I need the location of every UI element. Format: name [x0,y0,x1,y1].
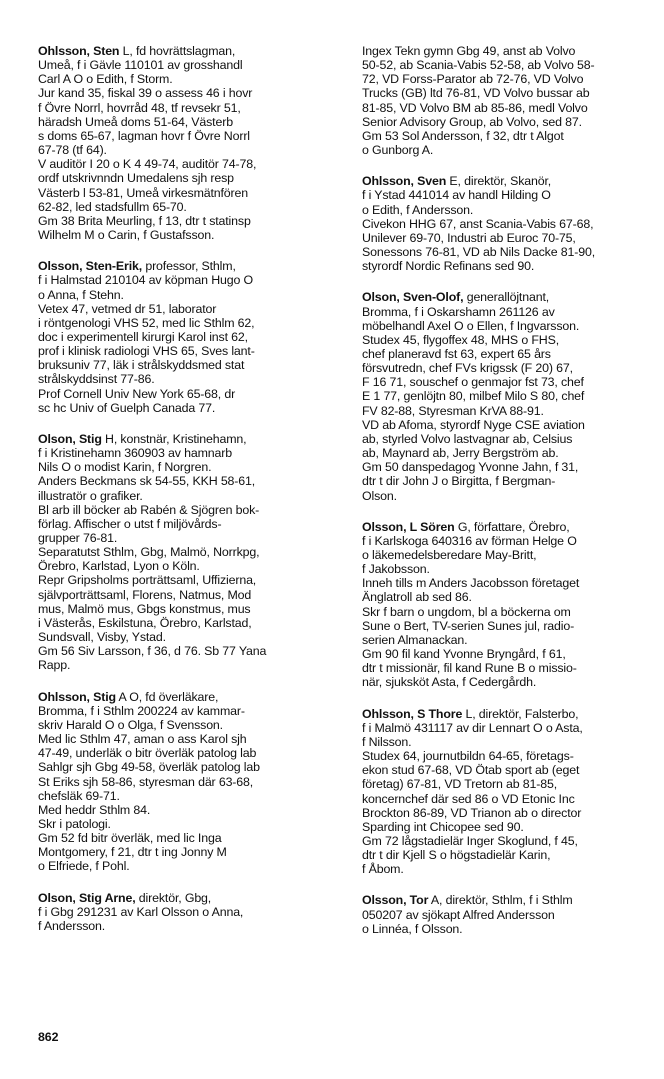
entry-line [38,760,330,774]
entry-text: Anders Beckmans sk 54-55, KKH 58-61, [38,474,256,489]
entry-line [38,316,330,330]
biography-entry [38,259,330,415]
entry-line [38,658,330,672]
entry-line [38,803,330,817]
entry-line [38,503,330,517]
entry-line [38,817,330,831]
entry-line [38,171,330,185]
entry-text: när, sjuksköt Asta, f Cedergårdh. [362,675,537,690]
entry-text: Gm 50 danspedagog Yvonne Jahn, f 31, [362,460,579,475]
entry-line [362,72,654,86]
entry-text: direktör, Gbg, [135,890,212,905]
entry-line [38,845,330,859]
entry-line [362,735,654,749]
entry-line [362,848,654,862]
entry-line [38,228,330,242]
entry-text: häradsh Umeå doms 51-64, Västerb [38,114,233,129]
entry-text: Studex 45, flygoffex 48, MHS o FHS, [362,332,559,347]
entry-text: FV 82-88, Styresman KrVA 88-91. [362,403,544,418]
entry-text: s doms 65-67, lagman hovr f Övre Norrl [38,128,250,143]
entry-text: i röntgenologi VHS 52, med lic Sthlm 62, [38,315,255,330]
entry-text: f Nilsson. [362,734,412,749]
entry-text: E, direktör, Skanör, [446,174,552,189]
entry-line [362,86,654,100]
entry-text: Bromma, f i Sthlm 200224 av kammar- [38,703,245,718]
entry-name: Olson, Stig Arne, [38,890,136,905]
entry-text: Med heddr Sthlm 84. [38,802,151,817]
entry-name: Olson, Stig [38,431,102,446]
entry-text: Studex 64, journutbildn 64-65, företags- [362,749,574,764]
entry-text: prof i klinisk radiologi VHS 65, Sves lant- [38,344,255,359]
entry-text: Brockton 86-89, VD Trianon ab o director [362,805,582,820]
entry-text: grupper 76-81. [38,531,118,545]
entry-text: 47-49, underläk o bitr överläk patolog lab [38,746,257,761]
entry-line [38,101,330,115]
entry-line [38,460,330,474]
entry-text: förlag. Affischer o utst f miljövårds- [38,516,222,531]
biography-entry [38,891,330,933]
entry-line [38,474,330,488]
entry-first-line [362,707,654,721]
entry-text: Umeå, f i Gävle 110101 av grosshandl [38,58,243,73]
entry-text: Nils O o modist Karin, f Norgren. [38,460,212,475]
entry-text: mus, Malmö mus, Gbgs konstmus, mus [38,601,251,616]
entry-text: Bromma, f i Oskarshamn 261126 av [362,304,555,319]
entry-line [362,347,654,361]
entry-text: Montgomery, f 21, dtr t ing Jonny M [38,845,227,860]
entry-line [362,562,654,576]
biography-entry [362,174,654,273]
entry-text: ab, Maynard ab, Jerry Bergström ab. [362,446,559,461]
entry-line [38,616,330,630]
entry-line [38,302,330,316]
entry-text: sc hc Univ of Guelph Canada 77. [38,400,216,415]
entry-line [362,647,654,661]
entry-text: Örebro, Karlstad, Lyon o Köln. [38,559,200,574]
entry-text: VD ab Afoma, styrordf Nyge CSE aviation [362,417,585,432]
entry-text: Bl arb ill böcker ab Rabén & Sjögren bok- [38,502,260,517]
entry-line [38,545,330,559]
entry-text: Prof Cornell Univ New York 65-68, dr [38,386,236,401]
entry-text: Jur kand 35, fiskal 39 o assess 46 i hovr [38,86,253,101]
entry-text: illustratör o grafiker. [38,488,143,503]
entry-line [38,157,330,171]
entry-line [362,361,654,375]
entry-text: Inneh tills m Anders Jacobsson företaget [362,576,580,591]
entry-line [38,732,330,746]
entry-line [362,820,654,834]
entry-text: o läkemedelsberedare May-Britt, [362,548,537,562]
entry-line [362,217,654,231]
entry-line [38,288,330,302]
entry-line [362,489,654,503]
biography-entry [38,44,330,242]
entry-line [362,418,654,432]
entry-line [362,115,654,129]
entry-text: L, fd hovrättslagman, [119,44,236,58]
entry-line [362,305,654,319]
entry-text: serien Almanackan. [362,632,468,647]
entry-text: Carl A O o Edith, f Storm. [38,72,173,87]
entry-first-line [362,290,654,304]
entry-text: Med lic Sthlm 47, aman o ass Karol sjh [38,732,247,747]
entry-line [38,602,330,616]
entry-line [362,245,654,259]
entry-text: Separatutst Sthlm, Gbg, Malmö, Norrkpg, [38,545,260,560]
entry-text: Sahlgr sjh Gbg 49-58, överläk patolog lab [38,760,260,775]
entry-text: F 16 71, souschef o genmajor fst 73, chef [362,375,584,390]
entry-text: ekon stud 67-68, VD Ötab sport ab (eget [362,763,580,778]
entry-text: ordf utskrivnndn Umedalens sjh resp [38,171,234,186]
biography-entry [362,893,654,935]
entry-text: 67-78 (tf 64). [38,143,107,158]
entry-line [38,775,330,789]
entry-line [38,905,330,919]
entry-text: V auditör I 20 o K 4 49-74, auditör 74-78, [38,157,257,172]
entry-line [38,831,330,845]
entry-line [38,588,330,602]
entry-text: självporträttsaml, Florens, Natmus, Mod [38,587,252,602]
entry-line [38,72,330,86]
entry-text: Änglatroll ab sed 86. [362,590,472,605]
entry-line [362,619,654,633]
entry-text: försvutredn, chef FVs krigssk (F 20) 67, [362,361,573,376]
entry-line [38,273,330,287]
entry-first-line [362,44,654,58]
entry-name: Olson, Sven-Olof, [362,290,464,305]
entry-line [38,115,330,129]
entry-line [362,231,654,245]
entry-line [38,644,330,658]
entry-text: 62-82, led stadsfullm 65-70. [38,199,187,214]
entry-line [362,375,654,389]
entry-text: Gm 53 Sol Andersson, f 32, dtr t Algot [362,128,564,143]
entry-line [362,58,654,72]
entry-line [38,559,330,573]
entry-line [38,718,330,732]
entry-text: Trucks (GB) ltd 76-81, VD Volvo bussar ab [362,86,590,101]
entry-line [362,259,654,273]
entry-line [38,859,330,873]
entry-name: Olsson, L Sören [362,519,455,534]
biography-entry [38,432,330,673]
entry-text: styrordf Nordic Refinans sed 90. [362,259,535,274]
entry-text: f i Gbg 291231 av Karl Olsson o Anna, [38,904,244,919]
entry-text: Ingex Tekn gymn Gbg 49, anst ab Volvo [362,44,576,58]
entry-text: G, författare, Örebro, [454,519,570,534]
entry-first-line [38,690,330,704]
entry-text: strålskyddsinst 77-86. [38,372,155,387]
entry-line [362,129,654,143]
entry-text: Gm 52 fd bitr överläk, med lic Inga [38,831,222,846]
entry-line [38,129,330,143]
entry-text: Sune o Bert, TV-serien Sunes jul, radio- [362,618,575,633]
entry-text: dtr t dir Kjell S o högstadielär Karin, [362,848,551,863]
right-column [362,44,654,953]
entry-line [362,806,654,820]
entry-line [38,704,330,718]
entry-line [362,404,654,418]
entry-text: f Jakobsson. [362,562,430,577]
entry-line [38,517,330,531]
entry-text: 72, VD Forss-Parator ab 72-76, VD Volvo [362,72,584,87]
entry-first-line [362,893,654,907]
entry-text: A, direktör, Sthlm, f i Sthlm [428,893,573,908]
entry-line [362,474,654,488]
entry-first-line [362,174,654,188]
entry-text: Gm 90 fil kand Yvonne Bryngård, f 61, [362,647,566,662]
entry-line [362,446,654,460]
entry-text: skriv Harald O o Olga, f Svensson. [38,717,223,732]
entry-text: Sparding int Chicopee sed 90. [362,819,524,834]
entry-line [362,605,654,619]
entry-line [362,188,654,202]
page-number: 862 [38,1030,59,1044]
entry-line [38,143,330,157]
entry-text: Gm 38 Brita Meurling, f 13, dtr t statinsp [38,213,251,228]
entry-text: koncernchef där sed 86 o VD Etonic Inc [362,791,575,806]
entry-line [38,746,330,760]
entry-line [38,214,330,228]
entry-line [362,143,654,157]
biography-entry [362,707,654,877]
entry-line [38,387,330,401]
entry-line [38,573,330,587]
entry-text: Wilhelm M o Carin, f Gustafsson. [38,228,215,243]
entry-line [38,919,330,933]
entry-text: Unilever 69-70, Industri ab Euroc 70-75, [362,230,576,245]
entry-text: Senior Advisory Group, ab Volvo, sed 87. [362,114,582,129]
biography-entry [362,520,654,690]
entry-line [362,319,654,333]
entry-line [362,633,654,647]
entry-line [362,777,654,791]
entry-text: bruksuniv 77, läk i strålskyddsmed stat [38,358,245,373]
entry-text: Skr f barn o ungdom, bl a böckerna om [362,604,571,619]
entry-text: H, konstnär, Kristinehamn, [101,431,247,446]
entry-text: Västerb l 53-81, Umeå virkesmätnfören [38,185,249,200]
entry-text: o Elfriede, f Pohl. [38,859,130,874]
entry-text: o Anna, f Stehn. [38,287,124,302]
entry-line [38,630,330,644]
entry-line [362,792,654,806]
entry-line [362,661,654,675]
entry-line [362,203,654,217]
entry-line [362,749,654,763]
biography-entry [362,290,654,502]
entry-text: o Gunborg A. [362,143,434,158]
entry-text: f Andersson. [38,918,106,933]
entry-line [362,460,654,474]
entry-name: Ohlsson, Sten [38,44,120,58]
entry-text: St Eriks sjh 58-86, styresman där 63-68, [38,774,254,789]
entry-line [362,590,654,604]
entry-text: Civekon HHG 67, anst Scania-Vabis 67-68, [362,216,594,231]
entry-line [38,200,330,214]
entry-line [362,432,654,446]
entry-first-line [38,44,330,58]
entry-line [362,922,654,936]
entry-line [362,389,654,403]
entry-line [362,333,654,347]
left-column [38,44,330,950]
entry-text: i Västerås, Eskilstuna, Örebro, Karlstad, [38,615,252,630]
entry-text: f i Karlskoga 640316 av förman Helge O [362,533,577,548]
entry-line [362,576,654,590]
entry-text: chef planeravd fst 63, expert 65 års [362,346,551,361]
entry-text: f Åbom. [362,862,404,877]
entry-text: dtr t missionär, fil kand Rune B o missio- [362,661,577,676]
entry-name: Ohlsson, Stig [38,689,116,704]
entry-line [362,862,654,876]
entry-text: E 1 77, genlöjtn 80, milbef Milo S 80, chef [362,389,585,404]
entry-text: 81-85, VD Volvo BM ab 85-86, medl Volvo [362,100,588,115]
entry-name: Olsson, Sten-Erik, [38,259,143,274]
entry-first-line [38,259,330,273]
entry-line [38,330,330,344]
entry-text: möbelhandl Axel O o Ellen, f Ingvarsson. [362,318,580,333]
entry-text: f i Ystad 441014 av handl Hilding O [362,188,551,203]
entry-line [38,789,330,803]
entry-text: o Edith, f Andersson. [362,202,474,217]
entry-text: 050207 av sjökapt Alfred Andersson [362,907,555,922]
entry-line [38,358,330,372]
biography-entry [38,690,330,874]
entry-name: Olsson, Tor [362,893,429,908]
entry-text: professor, Sthlm, [142,259,236,274]
entry-text: A O, fd överläkare, [115,689,219,704]
entry-line [362,721,654,735]
entry-line [38,58,330,72]
entry-first-line [38,891,330,905]
entry-name: Ohlsson, S Thore [362,706,463,721]
entry-text: företag) 67-81, VD Tretorn ab 81-85, [362,777,558,792]
entry-line [38,372,330,386]
entry-text: 50-52, ab Scania-Vabis 52-58, ab Volvo 58- [362,58,595,73]
entry-line [362,101,654,115]
entry-text: Skr i patologi. [38,816,111,831]
entry-line [362,763,654,777]
entry-line [38,531,330,545]
entry-text: f i Kristinehamn 360903 av hamnarb [38,446,232,461]
entry-text: doc i experimentell kirurgi Karol inst 62, [38,329,248,344]
entry-text: Vetex 47, vetmed dr 51, laborator [38,301,217,316]
entry-text: Repr Gripsholms porträttsaml, Uffizierna, [38,573,257,588]
entry-line [362,675,654,689]
entry-first-line [38,432,330,446]
entry-line [362,834,654,848]
biography-entry [362,44,654,157]
entry-text: Gm 72 lågstadielär Inger Skoglund, f 45, [362,833,578,848]
entry-text: o Linnéa, f Olsson. [362,921,463,936]
entry-text: generallöjtnant, [463,290,550,305]
entry-text: ab, styrled Volvo lastvagnar ab, Celsius [362,431,573,446]
entry-text: f i Halmstad 210104 av köpman Hugo O [38,273,253,288]
entry-line [38,489,330,503]
entry-line [38,86,330,100]
entry-text: chefsläk 69-71. [38,788,120,803]
entry-line [38,186,330,200]
entry-text: f Övre Norrl, hovrråd 48, tf revsekr 51, [38,100,241,115]
entry-text: Olson. [362,488,397,503]
entry-line [362,534,654,548]
entry-line [38,401,330,415]
entry-text: Gm 56 Siv Larsson, f 36, d 76. Sb 77 Yana [38,644,267,659]
entry-line [38,446,330,460]
entry-text: Sundsvall, Visby, Ystad. [38,630,166,645]
entry-text: Sonessons 76-81, VD ab Nils Dacke 81-90, [362,245,595,260]
entry-text: dtr t dir John J o Birgitta, f Bergman- [362,474,556,489]
entry-line [38,344,330,358]
entry-name: Ohlsson, Sven [362,174,447,189]
entry-line [362,548,654,562]
entry-first-line [362,520,654,534]
entry-text: L, direktör, Falsterbo, [462,706,579,721]
entry-text: Rapp. [38,658,71,673]
entry-line [362,908,654,922]
entry-text: f i Malmö 431117 av dir Lennart O o Asta, [362,720,583,735]
